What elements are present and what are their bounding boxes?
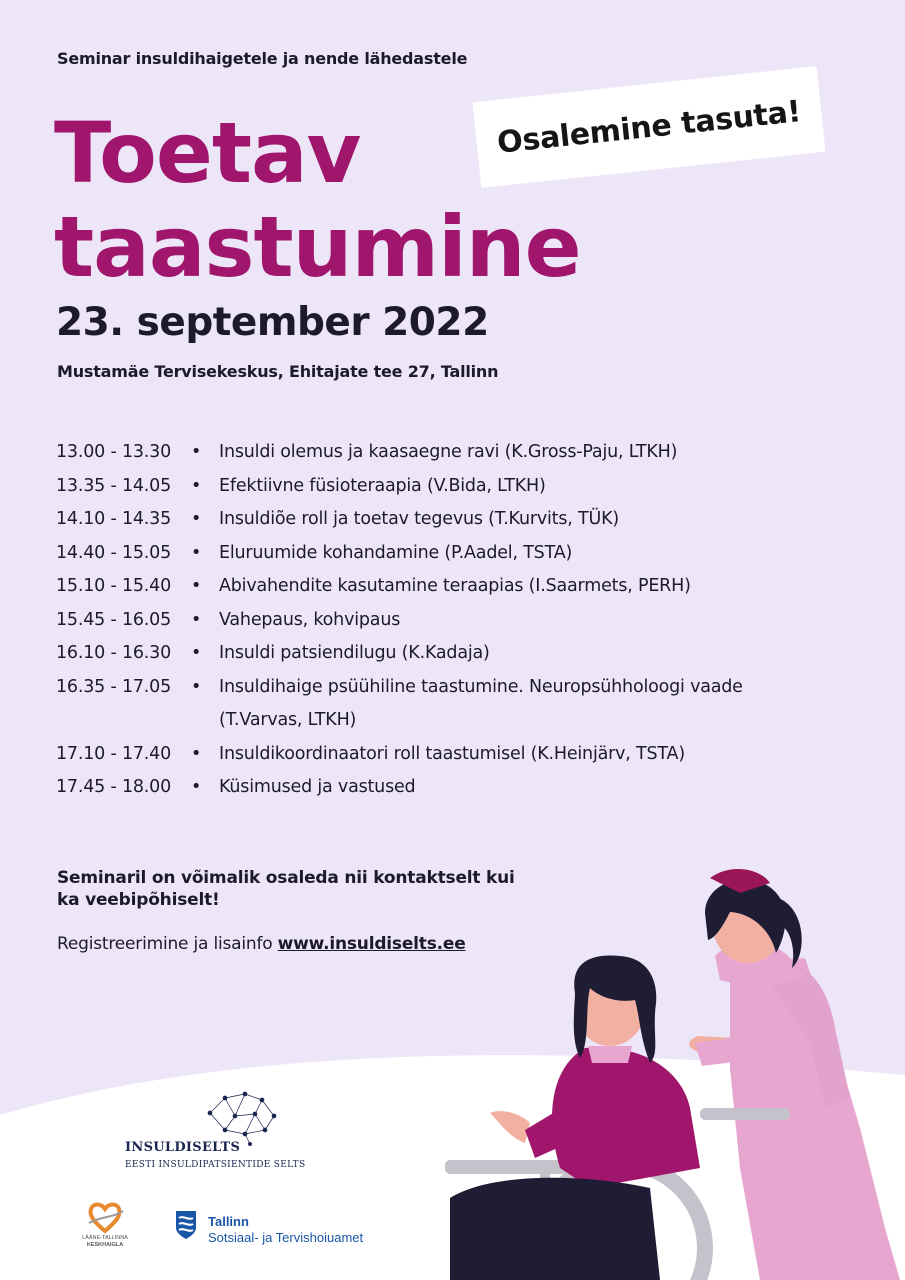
schedule-row (56, 503, 856, 537)
schedule-time: 16.10 - 16.30 (56, 643, 172, 663)
heart-icon (85, 1199, 125, 1235)
schedule-topic: Eluruumide kohandamine (P.Aadel, TSTA) (219, 542, 573, 563)
schedule-time: 16.35 - 17.05 (56, 676, 172, 697)
schedule-time: 17.45 - 18.00 (56, 777, 172, 797)
schedule-row (56, 470, 856, 504)
event-venue: Mustamäe Tervisekeskus, Ehitajate tee 27, Tallinn (57, 362, 499, 381)
bullet-icon: • (191, 643, 202, 663)
schedule-topic: Küsimused ja vastused (219, 777, 416, 797)
schedule-row (56, 771, 856, 805)
bullet-icon: • (191, 743, 202, 764)
title-line-1: Toetav (54, 104, 361, 202)
caregiver-illustration (430, 868, 905, 1280)
schedule-time: 14.10 - 14.35 (56, 509, 172, 529)
bullet-icon: • (191, 442, 202, 462)
schedule-topic: Insuldikoordinaatori roll taastumisel (K.Heinjärv, TSTA) (219, 743, 685, 764)
registration-link[interactable]: www.insuldiselts.ee (277, 934, 466, 954)
insuldiselts-logo-name: INSULDISELTS (125, 1140, 241, 1155)
brain-network-logo-icon (200, 1088, 282, 1146)
title-line-2: taastumine (54, 198, 581, 296)
schedule-topic: Insuldihaige psüühiline taastumine. Neuropsühholoogi vaade (T.Varvas, LTKH) (219, 676, 743, 730)
schedule-time: 17.10 - 17.40 (56, 743, 172, 764)
bullet-icon: • (191, 475, 202, 496)
schedule-row (56, 604, 856, 638)
badge-label: Osalemine tasuta! (495, 93, 803, 161)
schedule-row (56, 436, 856, 470)
schedule-time: 14.40 - 15.05 (56, 542, 172, 563)
registration-note (57, 933, 466, 955)
insuldiselts-logo-subtitle: EESTI INSULDIPATSIENTIDE SELTS (125, 1160, 306, 1170)
schedule-list (56, 436, 856, 805)
schedule-topic: Insuldi olemus ja kaasaegne ravi (K.Gross-Paju, LTKH) (219, 442, 678, 462)
hospital-logo-line1: LÄÄNE-TALLINNA (82, 1235, 128, 1241)
event-date: 23. september 2022 (56, 300, 489, 345)
seminar-subtitle: Seminar insuldihaigetele ja nende lähedastele (57, 49, 468, 68)
bullet-icon: • (191, 676, 202, 697)
bullet-icon: • (191, 777, 202, 797)
schedule-row (56, 637, 856, 671)
schedule-topic: Abivahendite kasutamine teraapias (I.Saarmets, PERH) (219, 576, 691, 596)
schedule-row (56, 537, 856, 571)
schedule-row (56, 738, 856, 772)
participation-note: Seminaril on võimalik osaleda nii kontaktselt kui ka veebipõhiselt! (57, 868, 515, 910)
schedule-time: 15.45 - 16.05 (56, 609, 172, 630)
bullet-icon: • (191, 542, 202, 563)
hospital-logo (65, 1185, 145, 1265)
registration-prefix: Registreerimine ja lisainfo (57, 934, 278, 954)
tallinn-shield-icon (175, 1210, 197, 1240)
bullet-icon: • (191, 509, 202, 529)
tallinn-logo-department: Sotsiaal- ja Tervishoiuamet (208, 1230, 364, 1245)
schedule-row (56, 671, 856, 738)
bullet-icon: • (191, 609, 202, 630)
schedule-topic: Insuldi patsiendilugu (K.Kadaja) (219, 643, 490, 663)
schedule-time: 13.35 - 14.05 (56, 475, 172, 496)
schedule-topic: Vahepaus, kohvipaus (219, 609, 401, 630)
schedule-row (56, 570, 856, 604)
hospital-logo-line2: KESKHAIGLA (86, 1242, 124, 1248)
schedule-time: 13.00 - 13.30 (56, 442, 172, 462)
schedule-topic: Insuldiõe roll ja toetav tegevus (T.Kurvits, TÜK) (219, 509, 619, 529)
bullet-icon: • (191, 576, 202, 596)
schedule-topic: Efektiivne füsioteraapia (V.Bida, LTKH) (219, 475, 546, 496)
schedule-time: 15.10 - 15.40 (56, 576, 172, 596)
tallinn-logo-city: Tallinn (208, 1214, 249, 1229)
